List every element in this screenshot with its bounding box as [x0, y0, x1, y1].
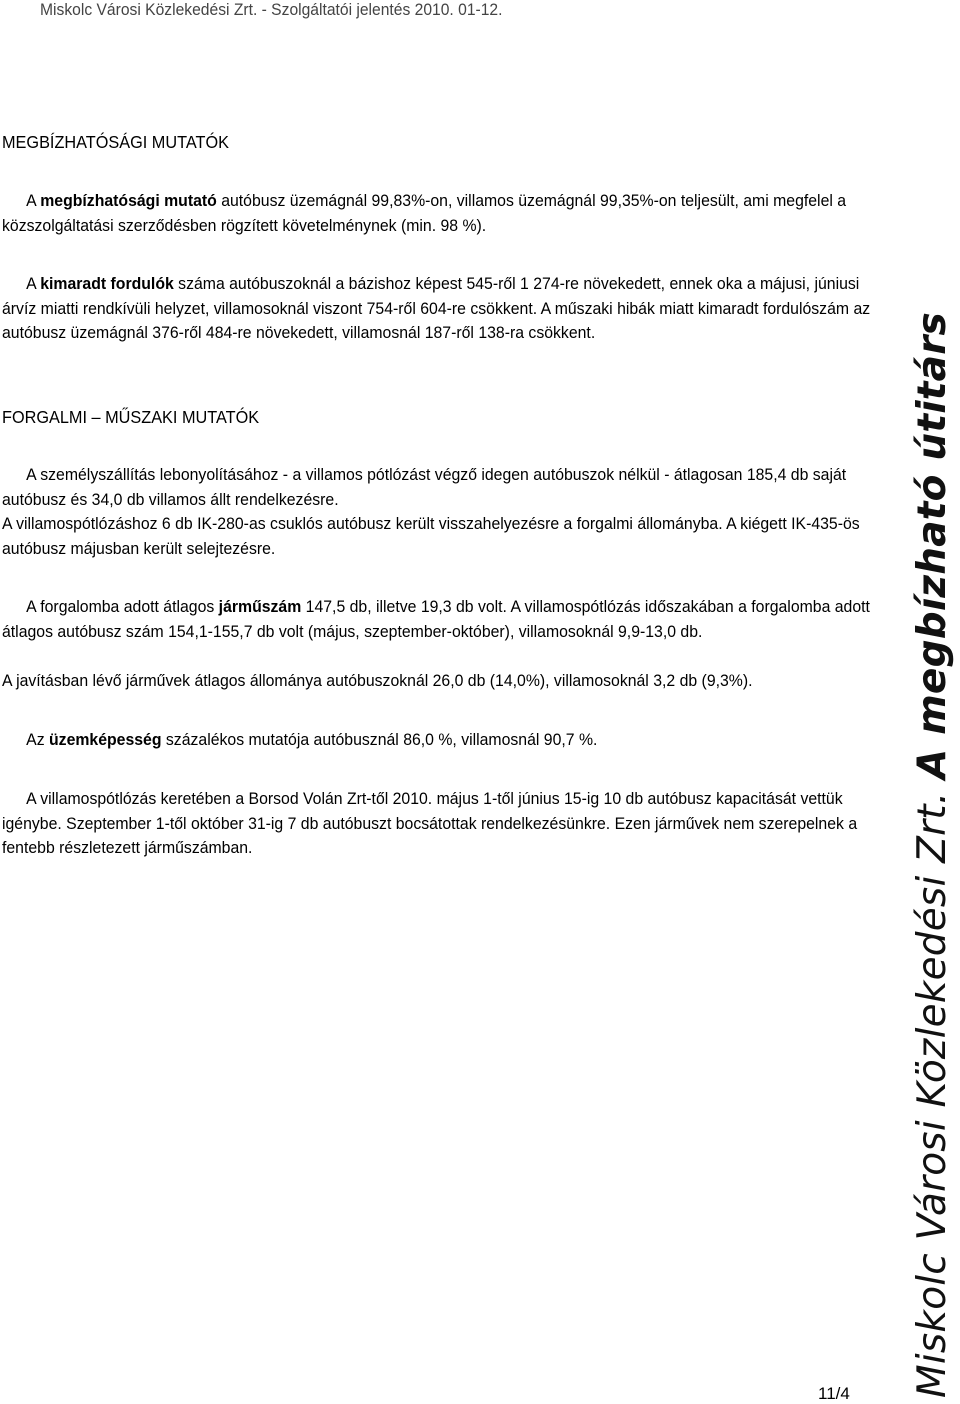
bold-term: járműszám [218, 597, 302, 616]
paragraph-available-vehicles [2, 463, 882, 512]
paragraph-missed-trips [2, 272, 882, 346]
text-run: A személyszállítás lebonyolításához - a villamos pótlózást végző idegen autóbuszok nélkül - átlagosan 185,4 db saját autóbusz és 34,0 db villamos állt rendelkezésre. [2, 465, 847, 509]
bold-term: üzemképesség [49, 730, 162, 749]
text-run: A forgalomba adott átlagos [26, 597, 219, 616]
paragraph-operability [2, 728, 882, 753]
sidebar-slogan: A megbízható útitárs [910, 312, 955, 780]
bold-term: kimaradt fordulók [40, 274, 174, 293]
bold-term: megbízhatósági mutató [40, 191, 217, 210]
section-heading-traffic-technical: FORGALMI – MŰSZAKI MUTATÓK [2, 407, 260, 427]
text-run: A javításban lévő járművek átlagos állománya autóbuszoknál 26,0 db (14,0%), villamosoknál 3,2 db (9,3%). [2, 671, 753, 690]
text-run: százalékos mutatója autóbusznál 86,0 %, villamosnál 90,7 %. [161, 730, 598, 749]
text-run: 147,5 db, illetve 19,3 db volt. A villamospótlózás időszakában a forgalomba adott átlagos autóbusz szám 154,1-155,7 db volt (május, szeptember-október), villamosoknál 9,9-13,0 db. [2, 597, 870, 641]
text-run: A [26, 274, 41, 293]
text-run: A villamospótlózás keretében a Borsod Volán Zrt-től 2010. május 1-től június 15-ig 10 db autóbusz kapacitását vettük igénybe. Szeptember 1-től október 31-ig 7 db autóbuszt bocsátottak rendelkezésünkre. Ezen járművek nem szerepelnek a fentebb részletezett járműszámban. [2, 789, 858, 857]
running-header: Miskolc Városi Közlekedési Zrt. - Szolgáltatói jelentés 2010. 01-12. [40, 0, 503, 19]
text-run: Az [26, 730, 50, 749]
paragraph-tram-replacement-capacity [2, 787, 882, 861]
sidebar-branding-text [906, 312, 960, 1398]
text-run: autóbusz üzemágnál 99,83%-on, villamos üzemágnál 99,35%-on teljesült, ami megfelel a közszolgáltatási szerződésben rögzített követelménynek (min. 98 %). [2, 191, 847, 235]
section-heading-reliability: MEGBÍZHATÓSÁGI MUTATÓK [2, 132, 229, 152]
text-run: A villamospótlózáshoz 6 db IK-280-as csuklós autóbusz került visszahelyezésre a forgalmi állományba. A kiégett IK-435-ös autóbusz májusban került selejtezésre. [2, 514, 860, 558]
paragraph-fleet-in-service [2, 595, 882, 644]
page-number: 11/4 [818, 1384, 850, 1403]
text-run: száma autóbuszoknál a bázishoz képest 545-ről 1 274-re növekedett, ennek oka a májusi, júniusi árvíz miatti rendkívüli helyzet, villamosoknál viszont 754-ről 604-re csökkent. A műszaki hibák miatt kimaradt fordulószám az autóbusz üzemágnál 376-ről 484-re növekedett, villamosnál 187-ről 138-ra csökkent. [2, 274, 871, 342]
paragraph-replacement-buses [2, 512, 882, 561]
text-run: A [26, 191, 41, 210]
paragraph-reliability-indicator [2, 189, 882, 238]
paragraph-vehicles-in-repair [2, 669, 882, 694]
sidebar-branding [906, 312, 960, 1398]
sidebar-company-name: Miskolc Városi Közlekedési Zrt. [910, 791, 955, 1398]
